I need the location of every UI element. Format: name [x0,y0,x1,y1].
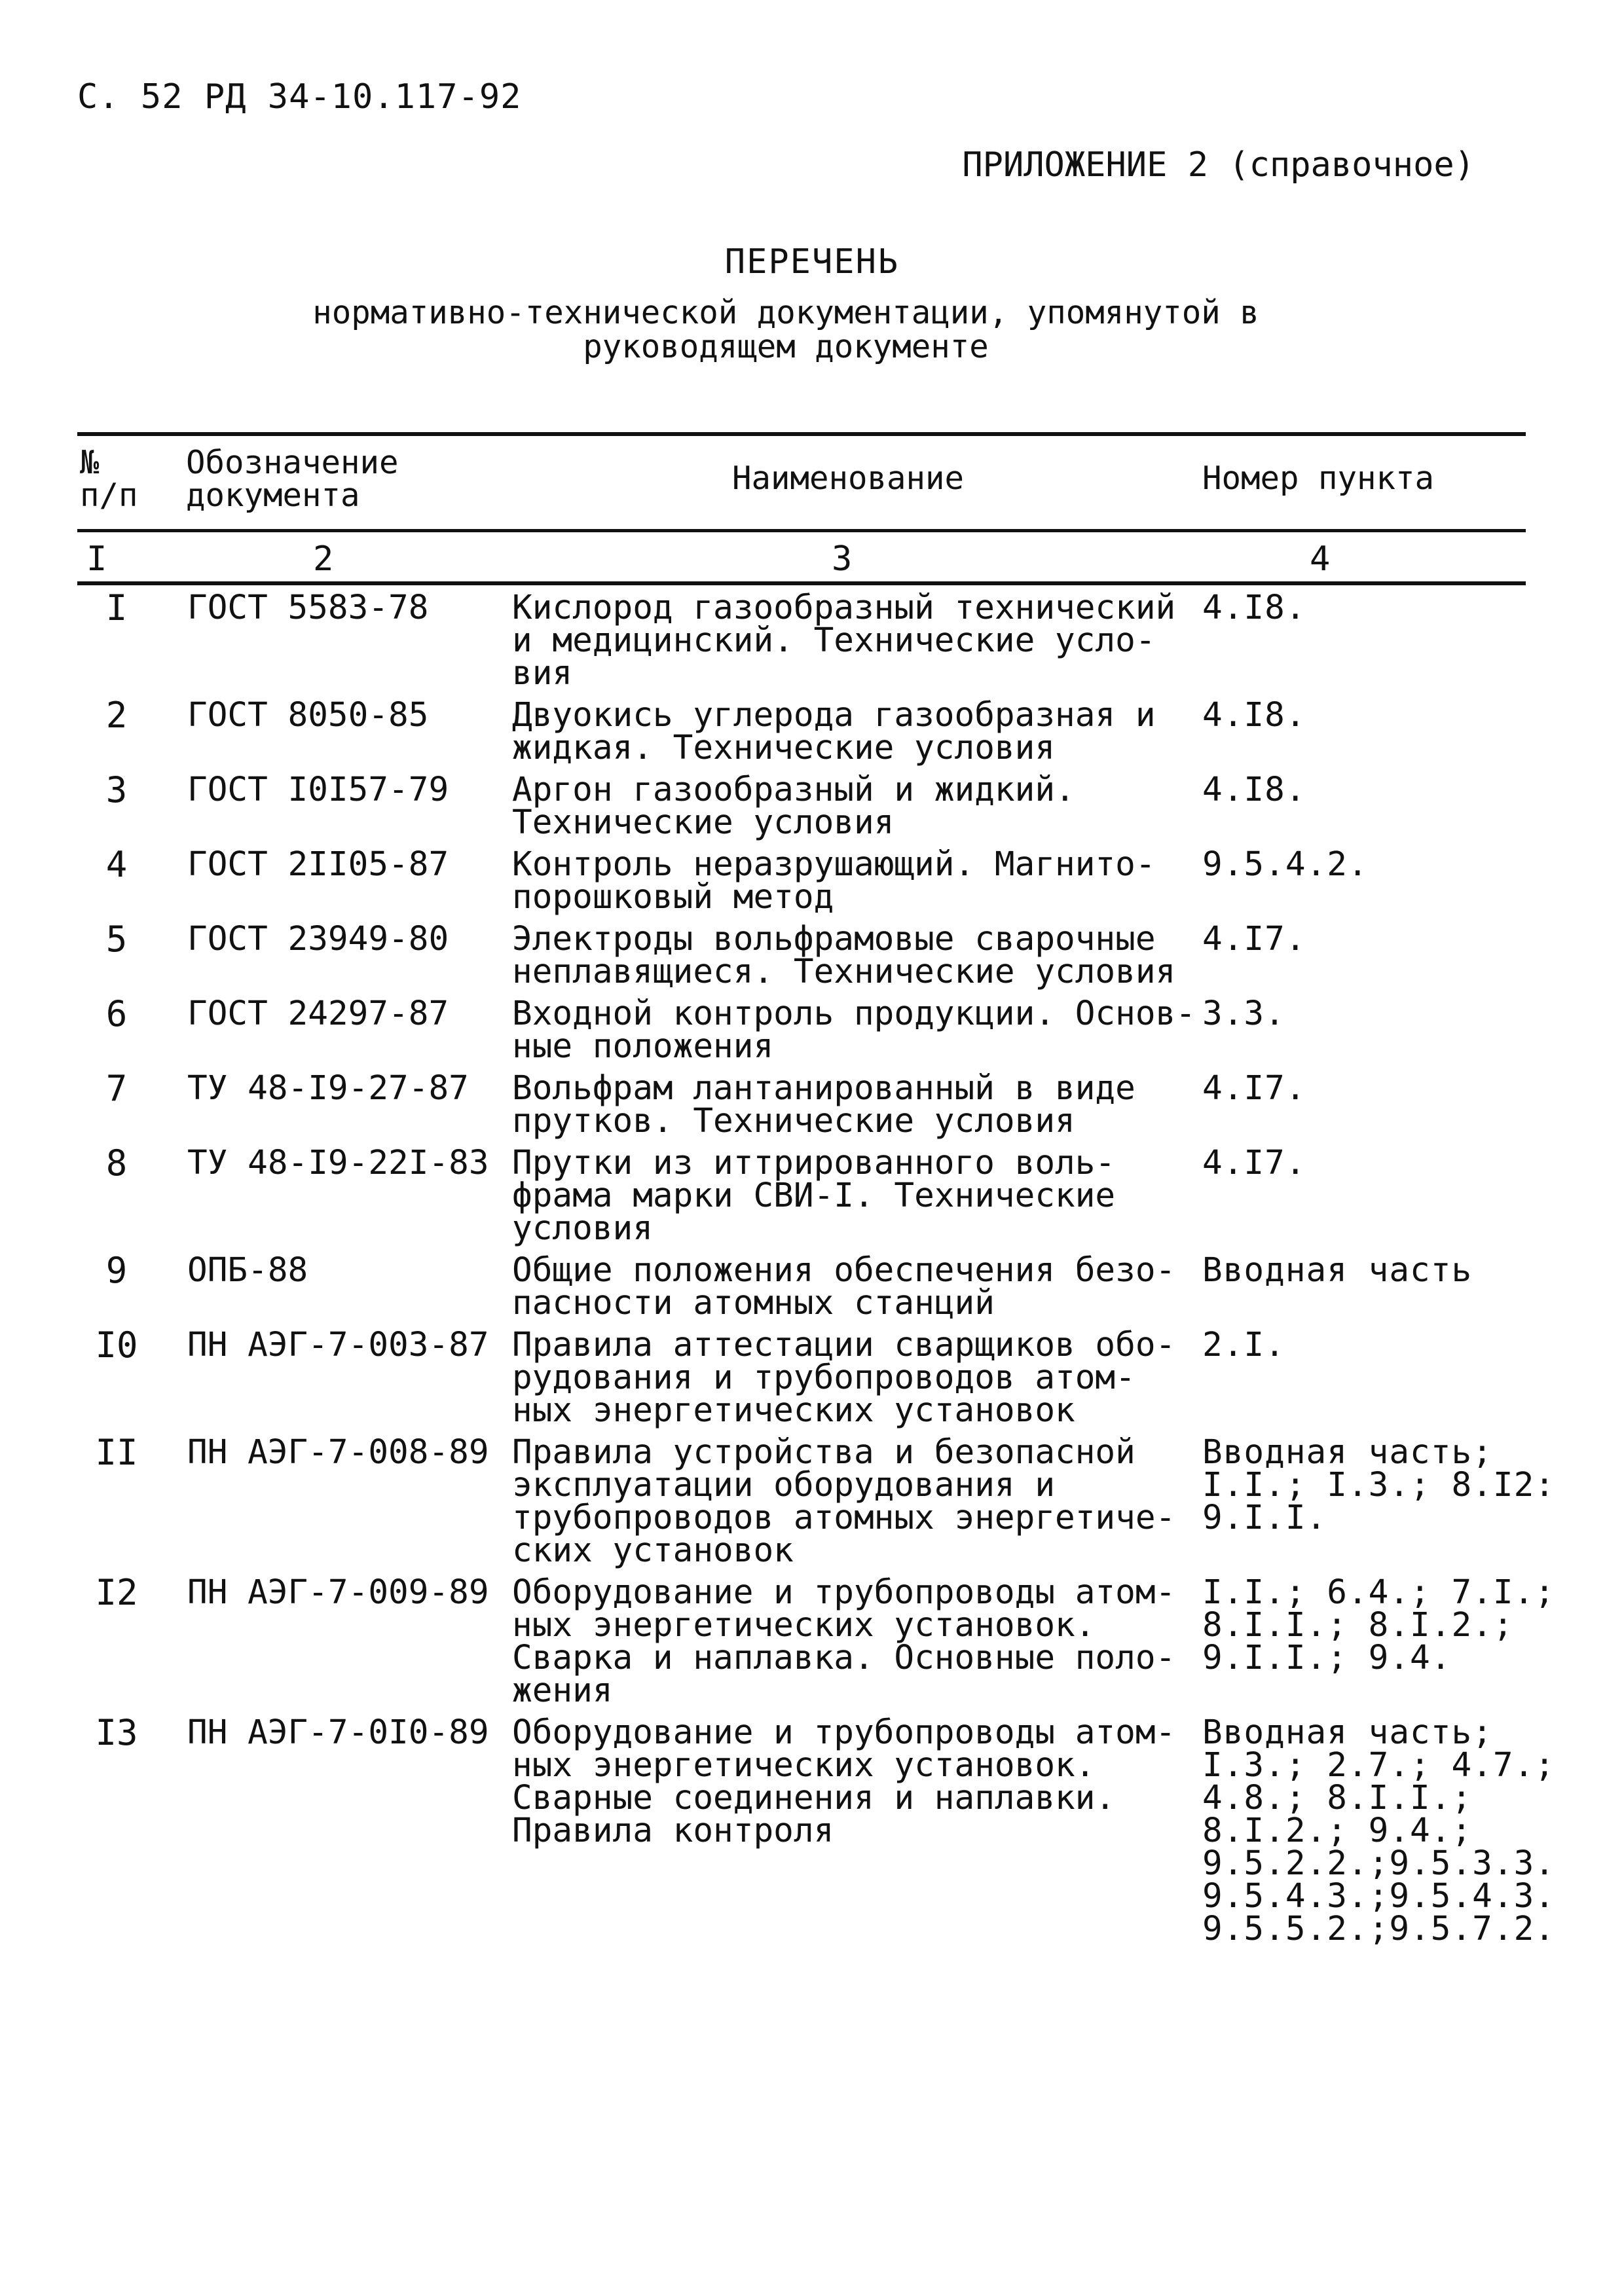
row-item-number: 3.3. [1202,994,1285,1033]
row-name: Общие положения обеспечения безо- пасности атомных станций [512,1251,1176,1322]
table-row [77,588,1526,695]
row-item-number: 4.I8. [1202,771,1306,809]
row-name: Оборудование и трубопроводы атом- ных энергетических установок. Сварные соединения и наплавки. Правила контроля [512,1713,1176,1850]
table-row [77,994,1526,1068]
row-number: 9 [105,1250,128,1291]
appendix-label: ПРИЛОЖЕНИЕ 2 (справочное) [962,145,1475,185]
table-row [77,1712,1555,1948]
table-row [77,845,1526,919]
row-name: Прутки из иттрированного воль- фрама марки СВИ-I. Технические условия [512,1144,1116,1248]
table-body [77,587,1555,1948]
row-number: 5 [105,919,128,960]
row-name: Электроды вольфрамовые сварочные неплавящиеся. Технические условия [512,920,1176,991]
row-item-number: Вводная часть; I.I.; I.3.; 8.I2: 9.I.I. [1202,1433,1555,1537]
row-item-number: 4.I7. [1202,920,1306,958]
row-designation: ГОСТ 8050-85 [187,696,429,735]
table-row [77,1432,1555,1573]
row-designation: ПН АЭГ-7-009-89 [187,1573,489,1612]
table-row [77,695,1526,770]
row-item-number: 4.I8. [1202,589,1306,627]
row-item-number: Вводная часть [1202,1251,1473,1290]
row-designation: ГОСТ 23949-80 [187,920,449,958]
row-number: I0 [95,1324,138,1366]
header-item-number: Номер пункта [1202,460,1435,497]
row-item-number: Вводная часть; I.3.; 2.7.; 4.7.; 4.8.; 8.I.I.; 8.I.2.; 9.4.; 9.5.2.2.;9.5.3.3. 9.5.4.3.;9.5.4.3. 9.5.5.2.;9.5.7.2. [1202,1713,1555,1948]
column-number-1: I [86,539,107,579]
row-designation: ГОСТ I0I57-79 [187,771,449,809]
row-designation: ГОСТ 2II05-87 [187,845,449,884]
row-name: Аргон газообразный и жидкий. Технические условия [512,771,1075,842]
row-item-number: 2.I. [1202,1326,1285,1364]
document-title: ПЕРЕЧЕНЬ [724,242,900,282]
table-row [77,1572,1555,1713]
row-designation: ПН АЭГ-7-0I0-89 [187,1713,489,1752]
row-name: Правила устройства и безопасной эксплуатации оборудования и трубопроводов атомных энергетиче- ских установок [512,1433,1176,1570]
table-row [77,1068,1526,1143]
table-row [77,919,1526,994]
table-row [77,1325,1526,1432]
row-name: Входной контроль продукции. Основ- ные положения [512,994,1196,1066]
table-row [77,1143,1526,1250]
subtitle-line-1: нормативно-технической документации, упомянутой в [312,294,1259,331]
row-number: I3 [95,1712,138,1753]
row-item-number: 9.5.4.2. [1202,845,1369,884]
row-name: Кислород газообразный технический и медицинский. Технические усло- вия [512,589,1176,693]
table-row [77,770,1526,845]
table-row [77,1250,1526,1325]
row-designation: ПН АЭГ-7-008-89 [187,1433,489,1472]
table-header-rule [77,529,1526,532]
row-number: 7 [105,1068,128,1109]
row-designation: ГОСТ 5583-78 [187,589,429,627]
row-number: 6 [105,993,128,1034]
column-number-4: 4 [1310,539,1331,579]
row-number: 2 [105,695,128,736]
row-designation: ГОСТ 24297-87 [187,994,449,1033]
row-item-number: I.I.; 6.4.; 7.I.; 8.I.I.; 8.I.2.; 9.I.I.; 9.4. [1202,1573,1555,1677]
table-top-rule [77,432,1526,436]
row-designation: ОПБ-88 [187,1251,308,1290]
header-name: Наименование [731,460,964,497]
column-number-rule [77,581,1526,585]
row-name: Правила аттестации сварщиков обо- рудования и трубопроводов атом- ных энергетических установок [512,1326,1176,1430]
row-name: Вольфрам лантанированный в виде прутков. Технические условия [512,1069,1135,1140]
row-item-number: 4.I8. [1202,696,1306,735]
row-designation: ТУ 48-I9-27-87 [187,1069,469,1108]
document-subtitle [0,296,1572,364]
subtitle-line-2: руководящем документе [583,328,989,365]
header-designation: Обозначение документа [186,444,399,514]
page-header: С. 52 РД 34-10.117-92 [77,77,522,117]
row-number: I [105,587,128,629]
row-number: 8 [105,1142,128,1184]
row-number: 3 [105,769,128,811]
column-number-3: 3 [832,539,853,579]
row-number: II [95,1432,138,1473]
row-name: Оборудование и трубопроводы атом- ных энергетических установок. Сварка и наплавка. Основные поло- жения [512,1573,1176,1710]
row-number: I2 [95,1572,138,1613]
column-number-2: 2 [313,539,334,579]
row-item-number: 4.I7. [1202,1144,1306,1182]
row-item-number: 4.I7. [1202,1069,1306,1108]
header-number: № п/п [80,444,138,514]
row-name: Двуокись углерода газообразная и жидкая. Технические условия [512,696,1156,767]
row-designation: ТУ 48-I9-22I-83 [187,1144,489,1182]
row-name: Контроль неразрушающий. Магнито- порошковый метод [512,845,1156,917]
row-number: 4 [105,844,128,885]
row-designation: ПН АЭГ-7-003-87 [187,1326,489,1364]
